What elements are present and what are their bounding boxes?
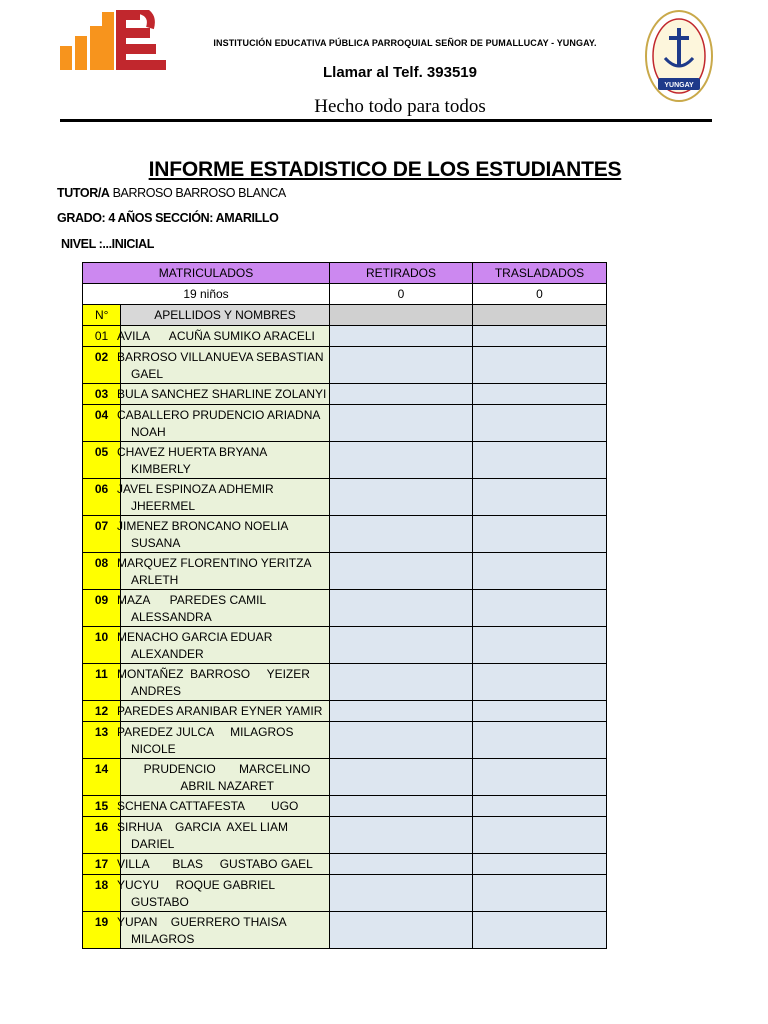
student-trasladado-cell <box>473 875 607 912</box>
table-row <box>83 854 607 875</box>
student-number: 18 <box>83 875 121 912</box>
student-name: VILLA BLAS GUSTABO GAEL <box>121 854 330 875</box>
table-row <box>83 701 607 722</box>
student-number: 02 <box>83 347 121 384</box>
table-row <box>83 722 607 759</box>
student-trasladado-cell <box>473 384 607 405</box>
report-title: INFORME ESTADISTICO DE LOS ESTUDIANTES <box>148 158 622 181</box>
table-row <box>83 347 607 384</box>
table-row <box>83 384 607 405</box>
table-row <box>83 590 607 627</box>
student-trasladado-cell <box>473 701 607 722</box>
student-name: CHAVEZ HUERTA BRYANA KIMBERLY <box>121 442 330 479</box>
table-header-row <box>83 263 607 284</box>
col-number-header: N° <box>83 305 121 326</box>
student-number: 11 <box>83 664 121 701</box>
tutor-line: TUTOR/A BARROSO BARROSO BLANCA <box>57 186 286 200</box>
table-row <box>83 664 607 701</box>
student-retirado-cell <box>330 347 473 384</box>
student-retirado-cell <box>330 326 473 347</box>
student-number: 04 <box>83 405 121 442</box>
count-trasladados: 0 <box>473 284 607 305</box>
col-retirados-blank <box>330 305 473 326</box>
student-name: MARQUEZ FLORENTINO YERITZA ARLETH <box>121 553 330 590</box>
table-subheader-row <box>83 305 607 326</box>
student-retirado-cell <box>330 722 473 759</box>
student-retirado-cell <box>330 516 473 553</box>
student-trasladado-cell <box>473 722 607 759</box>
col-names-header: APELLIDOS Y NOMBRES <box>121 305 330 326</box>
student-trasladado-cell <box>473 817 607 854</box>
student-name: SIRHUA GARCIA AXEL LIAM DARIEL <box>121 817 330 854</box>
student-trasladado-cell <box>473 347 607 384</box>
student-trasladado-cell <box>473 516 607 553</box>
student-trasladado-cell <box>473 590 607 627</box>
header-divider <box>60 119 712 122</box>
count-matriculados: 19 niños <box>83 284 330 305</box>
header-matriculados: MATRICULADOS <box>83 263 330 284</box>
student-trasladado-cell <box>473 759 607 796</box>
student-trasladado-cell <box>473 796 607 817</box>
student-name: JAVEL ESPINOZA ADHEMIR JHEERMEL <box>121 479 330 516</box>
school-logo-icon <box>58 10 170 72</box>
student-name: BARROSO VILLANUEVA SEBASTIAN GAEL <box>121 347 330 384</box>
student-retirado-cell <box>330 405 473 442</box>
student-retirado-cell <box>330 912 473 949</box>
student-trasladado-cell <box>473 912 607 949</box>
student-name: PAREDEZ JULCA MILAGROS NICOLE <box>121 722 330 759</box>
table-row <box>83 405 607 442</box>
parish-seal-icon <box>645 10 713 102</box>
count-retirados: 0 <box>330 284 473 305</box>
student-trasladado-cell <box>473 479 607 516</box>
table-row <box>83 479 607 516</box>
svg-text:YUNGAY: YUNGAY <box>664 82 694 89</box>
student-retirado-cell <box>330 384 473 405</box>
student-name: BULA SANCHEZ SHARLINE ZOLANYI <box>121 384 330 405</box>
student-retirado-cell <box>330 664 473 701</box>
table-row <box>83 912 607 949</box>
table-row <box>83 627 607 664</box>
institution-name: INSTITUCIÓN EDUCATIVA PÚBLICA PARROQUIAL SEÑOR DE PUMALLUCAY - YUNGAY. <box>213 38 597 48</box>
student-name: MONTAÑEZ BARROSO YEIZER ANDRES <box>121 664 330 701</box>
header-trasladados: TRASLADADOS <box>473 263 607 284</box>
student-name: YUCYU ROQUE GABRIEL GUSTABO <box>121 875 330 912</box>
student-number: 05 <box>83 442 121 479</box>
table-row <box>83 442 607 479</box>
student-number: 12 <box>83 701 121 722</box>
table-row <box>83 759 607 796</box>
col-trasladados-blank <box>473 305 607 326</box>
student-number: 03 <box>83 384 121 405</box>
student-name: PRUDENCIO MARCELINO ABRIL NAZARET <box>121 759 330 796</box>
student-name: YUPAN GUERRERO THAISA MILAGROS <box>121 912 330 949</box>
student-name: CABALLERO PRUDENCIO ARIADNA NOAH <box>121 405 330 442</box>
student-number: 10 <box>83 627 121 664</box>
student-trasladado-cell <box>473 664 607 701</box>
table-row <box>83 516 607 553</box>
motto: Hecho todo para todos <box>314 96 486 117</box>
student-trasladado-cell <box>473 326 607 347</box>
student-trasladado-cell <box>473 553 607 590</box>
student-number: 07 <box>83 516 121 553</box>
table-row <box>83 817 607 854</box>
students-table <box>82 262 607 949</box>
table-row <box>83 553 607 590</box>
student-number: 09 <box>83 590 121 627</box>
student-trasladado-cell <box>473 442 607 479</box>
student-trasladado-cell <box>473 854 607 875</box>
student-retirado-cell <box>330 854 473 875</box>
grade-section-line: GRADO: 4 AÑOS SECCIÓN: AMARILLO <box>57 211 279 225</box>
student-number: 15 <box>83 796 121 817</box>
student-name: MENACHO GARCIA EDUAR ALEXANDER <box>121 627 330 664</box>
table-row <box>83 796 607 817</box>
student-number: 16 <box>83 817 121 854</box>
student-retirado-cell <box>330 701 473 722</box>
student-name: MAZA PAREDES CAMIL ALESSANDRA <box>121 590 330 627</box>
table-row <box>83 875 607 912</box>
table-row <box>83 326 607 347</box>
student-name: AVILA ACUÑA SUMIKO ARACELI <box>121 326 330 347</box>
level-line: NIVEL :...INICIAL <box>61 237 154 251</box>
student-number: 01 <box>83 326 121 347</box>
student-trasladado-cell <box>473 627 607 664</box>
student-retirado-cell <box>330 796 473 817</box>
student-retirado-cell <box>330 590 473 627</box>
student-name: PAREDES ARANIBAR EYNER YAMIR <box>121 701 330 722</box>
student-trasladado-cell <box>473 405 607 442</box>
student-number: 06 <box>83 479 121 516</box>
phone-line: Llamar al Telf. 393519 <box>323 64 477 81</box>
student-retirado-cell <box>330 875 473 912</box>
student-retirado-cell <box>330 442 473 479</box>
student-retirado-cell <box>330 627 473 664</box>
student-retirado-cell <box>330 479 473 516</box>
student-retirado-cell <box>330 553 473 590</box>
student-number: 08 <box>83 553 121 590</box>
student-name: SCHENA CATTAFESTA UGO <box>121 796 330 817</box>
student-number: 14 <box>83 759 121 796</box>
student-number: 17 <box>83 854 121 875</box>
student-number: 19 <box>83 912 121 949</box>
header-retirados: RETIRADOS <box>330 263 473 284</box>
student-retirado-cell <box>330 759 473 796</box>
student-retirado-cell <box>330 817 473 854</box>
table-count-row <box>83 284 607 305</box>
student-number: 13 <box>83 722 121 759</box>
student-name: JIMENEZ BRONCANO NOELIA SUSANA <box>121 516 330 553</box>
